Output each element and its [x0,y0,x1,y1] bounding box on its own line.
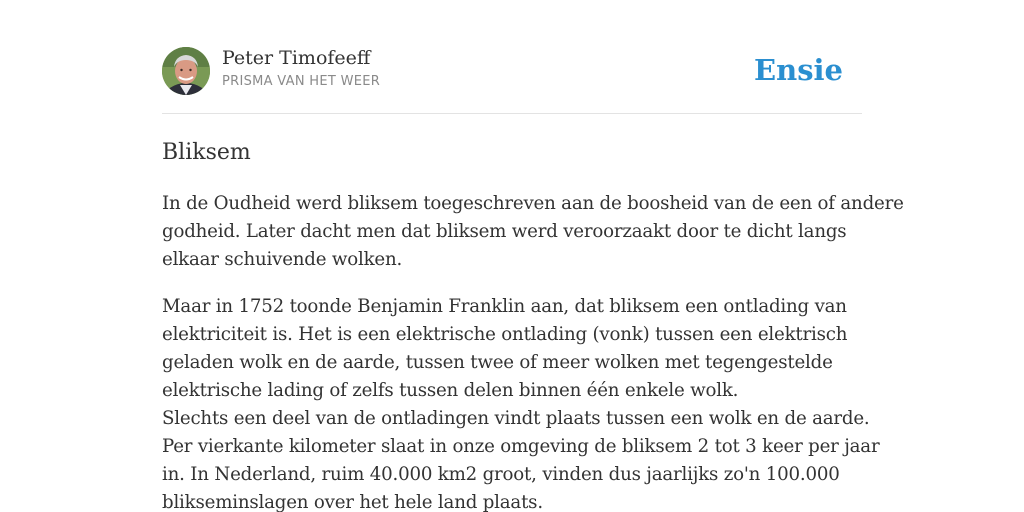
text-line: Maar in 1752 toonde Benjamin Franklin aan, dat bliksem een ontlading van [162,296,847,317]
article-paragraph [162,190,904,274]
avatar-portrait-icon [162,47,210,95]
author-name[interactable]: Peter Timofeeff [222,47,371,69]
text-line: Per vierkante kilometer slaat in onze omgeving de bliksem 2 tot 3 keer per jaar [162,436,880,457]
text-line: In de Oudheid werd bliksem toegeschreven aan de boosheid van de een of andere [162,193,904,214]
article-body [162,190,904,512]
article-paragraph [162,293,880,512]
header-divider [162,113,862,114]
text-line: godheid. Later dacht men dat bliksem werd veroorzaakt door te dicht langs [162,221,847,242]
text-line: Slechts een deel van de ontladingen vindt plaats tussen een wolk en de aarde. [162,408,870,429]
text-line: blikseminslagen over het hele land plaats. [162,492,543,512]
avatar[interactable] [162,47,210,95]
text-line: elektrische lading of zelfs tussen delen binnen één enkele wolk. [162,380,739,401]
author-header [162,46,862,96]
text-line: geladen wolk en de aarde, tussen twee of meer wolken met tegengestelde [162,352,833,373]
author-publication[interactable]: PRISMA VAN HET WEER [222,74,381,89]
article-title: Bliksem [162,140,251,165]
ensie-logo-link[interactable]: Ensie [754,53,843,87]
text-line: elektriciteit is. Het is een elektrische ontlading (vonk) tussen een elektrisch [162,324,848,345]
text-line: elkaar schuivende wolken. [162,249,403,270]
text-line: in. In Nederland, ruim 40.000 km2 groot, vinden dus jaarlijks zo'n 100.000 [162,464,840,485]
